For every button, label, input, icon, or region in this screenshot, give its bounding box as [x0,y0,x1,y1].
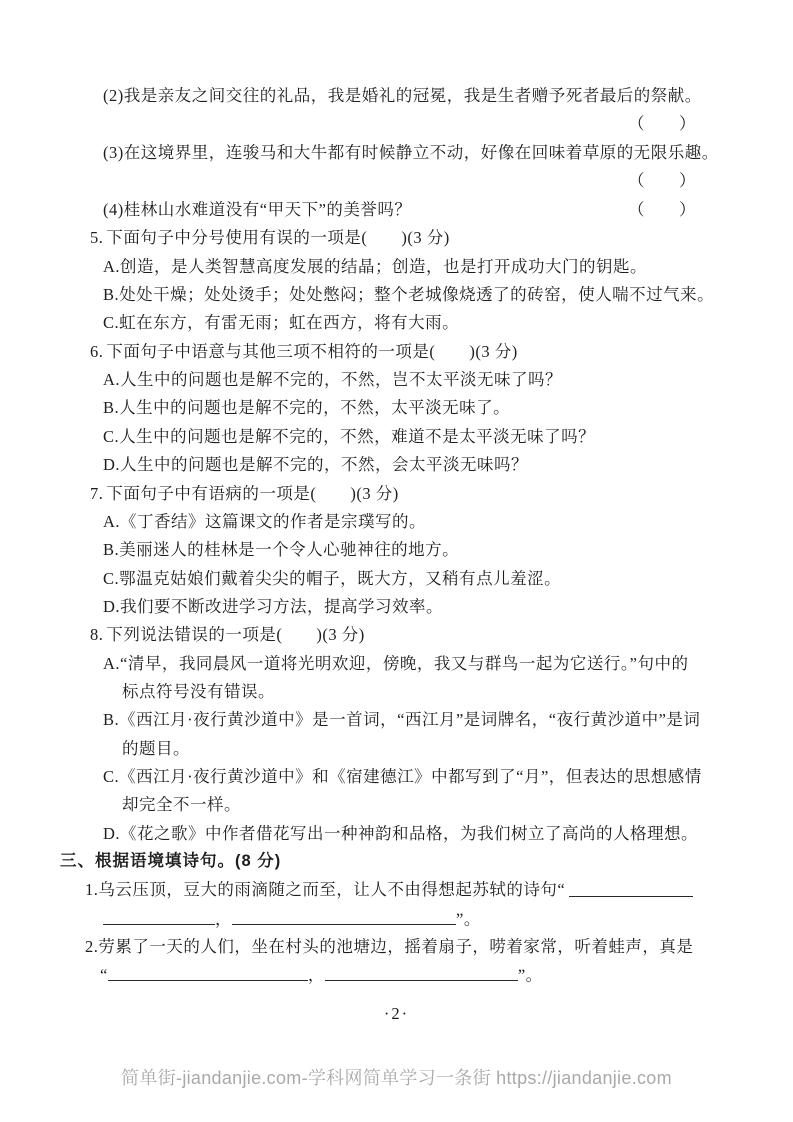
question-8-option-c-line1: C.《西江月·夜行黄沙道中》和《宿建德江》中都写到了“月”，但表达的思想感情 [103,767,702,786]
answer-bracket: （ ） [628,114,696,133]
question-8-option-d: D.《花之歌》中作者借花写出一种神韵和品格，为我们树立了高尚的人格理想。 [103,824,699,843]
question-6-header [90,341,518,362]
section-3-heading: 三、根据语境填诗句。(8 分) [60,852,282,870]
comma-separator: ， [307,965,325,985]
question-stem: 下面句子中语意与其他三项不相符的一项是( )(3 分) [106,342,518,361]
question-stem: 下面句子中分号使用有误的一项是( )(3 分) [106,228,450,247]
question-5-option-b: B.处处干燥；处处烫手；处处憋闷；整个老城像烧透了的砖窑，使人喘不过气来。 [103,285,715,304]
question-5-option-c: C.虹在东方，有雷无雨；虹在西方，将有大雨。 [103,313,460,332]
comma-separator: ， [215,909,232,929]
judgement-item-3-text: (3)在这境界里，连骏马和大牛都有时候静立不动，好像在回味着草原的无限乐趣。 [103,143,719,162]
judgement-item-2-text: (2)我是亲友之间交往的礼品，我是婚礼的冠冕，我是生者赠予死者最后的祭献。 [103,86,702,105]
question-stem: 下列说法错误的一项是( )(3 分) [106,625,365,644]
opening-quote: “ [100,965,108,985]
fill-in-1-line1 [85,879,693,900]
question-6-option-a: A.人生中的问题也是解不完的，不然，岂不太平淡无味了吗？ [103,370,563,389]
fill-in-1-line2 [103,908,481,930]
footer-watermark: 简单街-jiandanjie.com-学科网简单学习一条街 https://jiandanjie.com [121,1068,672,1088]
question-7-option-a: A.《丁香结》这篇课文的作者是宗璞写的。 [103,512,427,531]
fill-in-1-text: 1.乌云压顶，豆大的雨滴随之而至，让人不由得想起苏轼的诗句“ [85,880,566,899]
question-7-header [90,483,399,504]
question-8-option-b-line1: B.《西江月·夜行黄沙道中》是一首词，“西江月”是词牌名，“夜行黄沙道中”是词 [103,710,701,729]
judgement-item-4 [103,199,696,220]
question-6-option-d: D.人生中的问题也是解不完的，不然，会太平淡无味吗？ [103,455,529,474]
answer-blank [232,908,456,925]
question-number: 7. [90,484,104,503]
question-8-option-a-line2: 标点符号没有错误。 [122,682,275,701]
question-8-header [90,624,365,645]
question-7-option-d: D.我们要不断改进学习方法，提高学习效率。 [103,597,444,616]
answer-bracket: （ ） [628,200,696,219]
question-7-option-b: B.美丽迷人的桂林是一个令人心驰神往的地方。 [103,540,460,559]
question-number: 5. [90,228,104,247]
question-5-option-a: A.创造，是人类智慧高度发展的结晶；创造，也是打开成功大门的钥匙。 [103,257,648,276]
question-number: 6. [90,342,104,361]
answer-blank [569,896,693,897]
question-8-option-a-line1: A.“清早，我同晨风一道将光明欢迎，傍晚，我又与群鸟一起为它送行。”句中的 [103,654,689,673]
fill-in-2-line2 [100,964,543,986]
answer-blank [325,964,518,981]
question-6-option-c: C.人生中的问题也是解不完的，不然，难道不是太平淡无味了吗？ [103,427,596,446]
question-6-option-b: B.人生中的问题也是解不完的，不然，太平淡无味了。 [103,398,511,417]
question-5-header [90,227,450,248]
question-stem: 下面句子中有语病的一项是( )(3 分) [106,484,399,503]
question-7-option-c: C.鄂温克姑娘们戴着尖尖的帽子，既大方，又稍有点儿羞涩。 [103,569,562,588]
judgement-item-4-text: (4)桂林山水难道没有“甲天下”的美誉吗？ [103,200,412,219]
fill-in-2-line1: 2.劳累了一天的人们，坐在村头的池塘边，摇着扇子，唠着家常，听着蛙声，真是 [85,937,694,956]
question-8-option-c-line2: 却完全不一样。 [122,795,241,814]
closing-quote: ”。 [517,965,543,985]
answer-blank [108,964,308,981]
closing-quote: ”。 [456,909,481,929]
question-number: 8. [90,625,104,644]
answer-bracket: （ ） [628,171,696,190]
question-8-option-b-line2: 的题目。 [122,739,190,758]
answer-blank [103,908,215,925]
page-number: ·2· [383,1004,410,1023]
